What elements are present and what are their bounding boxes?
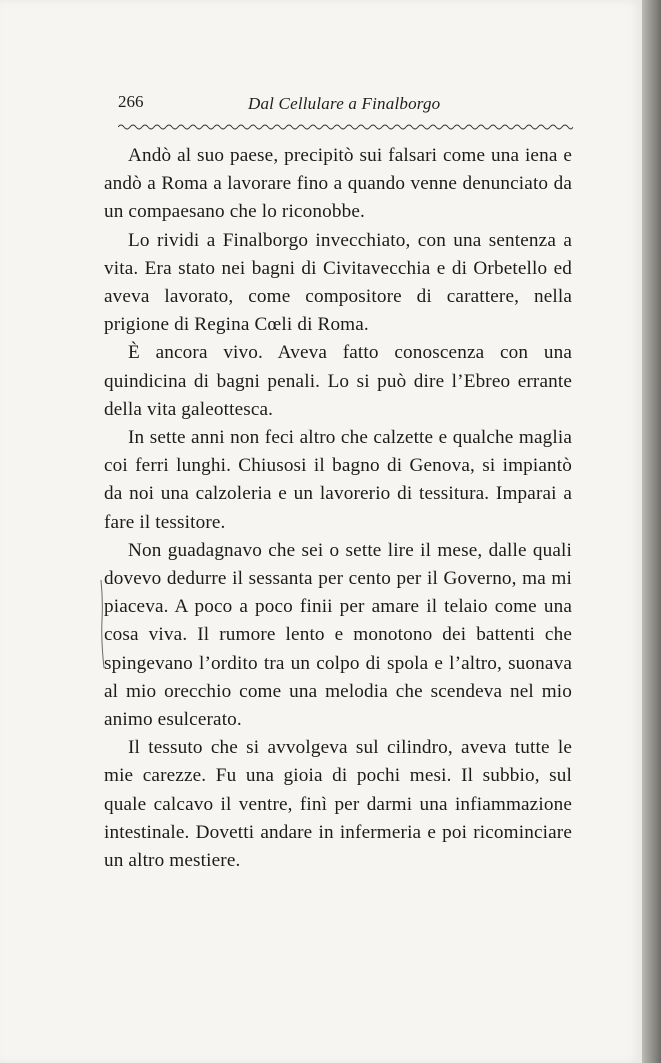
running-title: Dal Cellulare a Finalborgo xyxy=(248,94,441,113)
page-number: 266 xyxy=(118,92,144,111)
wavy-rule-ornament xyxy=(118,120,573,134)
paragraph: È ancora vivo. Aveva fatto conoscenza con una quindicina di bagni penali. Lo si può dire l’Ebreo errante della vita galeottesca. xyxy=(104,342,572,420)
page-header xyxy=(118,92,573,116)
paragraph: Non guadagnavo che sei o sette lire il mese, dalle quali dovevo dedurre il sessanta per cento per il Governo, ma mi piaceva. A poco a poco finii per amare il telaio come una cosa viva. Il rumore lento e monotono dei battenti che spingevano l’ordito tra un colpo di spola e l’altro, suonava al mio orecchio come una melodia che scendeva nel mio animo esulcerato. xyxy=(104,539,572,731)
body-text xyxy=(104,142,572,875)
page-edge-shadow xyxy=(642,0,661,1063)
paragraph: Lo rividi a Finalborgo invecchiato, con una sentenza a vita. Era stato nei bagni di Civitavecchia e di Orbetello ed aveva lavorato, come compositore di carattere, nella prigione di Regina Cœli di Roma. xyxy=(104,229,572,336)
paragraph: Il tessuto che si avvolgeva sul cilindro, aveva tutte le mie carezze. Fu una gioia di pochi mesi. Il subbio, sul quale calcavo il ventre, finì per darmi una infiammazione intestinale. Dovetti andare in infermeria e poi ricominciare un altro mestiere. xyxy=(104,737,572,872)
paragraph: Andò al suo paese, precipitò sui falsari come una iena e andò a Roma a lavorare fino a quando venne denunciato da un compaesano che lo riconobbe. xyxy=(104,145,572,223)
pencil-margin-mark xyxy=(96,580,106,670)
paragraph: In sette anni non feci altro che calzette e qualche maglia coi ferri lunghi. Chiusosi il bagno di Genova, si impiantò da noi una calzoleria e un lavorerio di tessitura. Imparai a fare il tessitore. xyxy=(104,427,572,533)
